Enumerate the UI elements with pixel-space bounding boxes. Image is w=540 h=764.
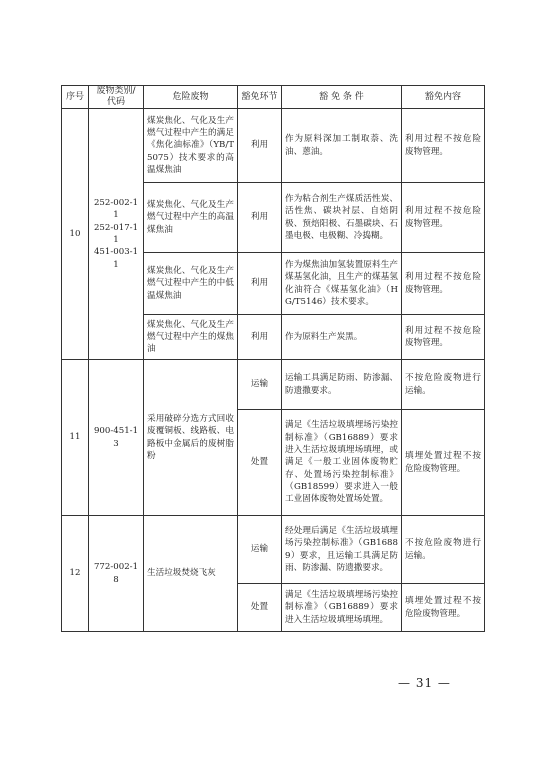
exemption-stage: 利用: [238, 183, 282, 253]
exemption-condition: 满足《生活垃圾填埋场污染控制标准》（GB16889）要求进入生活垃圾填埋场填埋。: [282, 584, 402, 632]
table-row: [62, 360, 485, 410]
exemption-stage: 利用: [238, 315, 282, 360]
exemption-content: 不按危险废物进行运输。: [402, 516, 485, 584]
exemption-content: 利用过程不按危险废物管理。: [402, 109, 485, 183]
exemption-condition: 作为原料生产炭黑。: [282, 315, 402, 360]
header-exemption-condition: 豁 免 条 件: [282, 86, 402, 109]
exemption-content: 利用过程不按危险废物管理。: [402, 183, 485, 253]
table-header-row: [62, 86, 485, 109]
exemption-condition: 作为原料深加工制取萘、洗油、蒽油。: [282, 109, 402, 183]
waste-code: 900-451-13: [89, 360, 144, 516]
waste-code: 772-002-18: [89, 516, 144, 632]
exemption-condition: 满足《生活垃圾填埋场污染控制标准》（GB16889）要求进入生活垃圾填埋场填埋，或满足《一般工业固体废物贮存、处置场污染控制标准》（GB18599）要求进入一般工业固体废物处置场处置。: [282, 410, 402, 516]
exemption-content: 利用过程不按危险废物管理。: [402, 253, 485, 315]
exemption-table: [61, 85, 485, 632]
waste-code: 451-003-11: [93, 247, 139, 270]
waste-description: 煤炭焦化、气化及生产燃气过程中产生的中低温煤焦油: [144, 253, 238, 315]
waste-code: 252-017-11: [93, 222, 139, 245]
exemption-condition: 运输工具满足防雨、防渗漏、防遗撒要求。: [282, 360, 402, 410]
exemption-stage: 处置: [238, 410, 282, 516]
exemption-condition: 经处理后满足《生活垃圾填埋场污染控制标准》（GB16889）要求，且运输工具满足防雨、防渗漏、防遗撒要求。: [282, 516, 402, 584]
waste-codes: [89, 109, 144, 360]
waste-description: 煤炭焦化、气化及生产燃气过程中产生的高温煤焦油: [144, 183, 238, 253]
exemption-stage: 运输: [238, 516, 282, 584]
header-waste-category-code: 废物类别/ 代码: [89, 86, 144, 109]
table-row: [62, 516, 485, 584]
waste-description: 采用破碎分选方式回收废覆铜板、线路板、电路板中金属后的废树脂粉: [144, 360, 238, 516]
exemption-content: 填埋处置过程不按危险废物管理。: [402, 584, 485, 632]
exemption-condition: 作为粘合剂生产煤质活性炭、活性焦、碳块衬层、自焙阴极、预焙阳极、石墨碳块、石墨电极、电极糊、冷捣糊。: [282, 183, 402, 253]
waste-description: 生活垃圾焚烧飞灰: [144, 516, 238, 632]
exemption-content: 利用过程不按危险废物管理。: [402, 315, 485, 360]
exemption-content: 不按危险废物进行运输。: [402, 360, 485, 410]
waste-description: 煤炭焦化、气化及生产燃气过程中产生的满足《焦化油标准》（YB/T5075）技术要求的高温煤焦油: [144, 109, 238, 183]
header-exemption-stage: 豁免环节: [238, 86, 282, 109]
exemption-stage: 利用: [238, 253, 282, 315]
row-number: 11: [62, 360, 89, 516]
exemption-stage: 处置: [238, 584, 282, 632]
exemption-stage: 利用: [238, 109, 282, 183]
page-number: — 31 —: [398, 676, 451, 690]
exemption-condition: 作为煤焦油加氢装置原料生产煤基氢化油，且生产的煤基氢化油符合《煤基氢化油》（HG/T5146）技术要求。: [282, 253, 402, 315]
exemption-stage: 运输: [238, 360, 282, 410]
header-serial-number: 序号: [62, 86, 89, 109]
exemption-content: 填埋处置过程不按危险废物管理。: [402, 410, 485, 516]
header-hazardous-waste: 危险废物: [144, 86, 238, 109]
waste-description: 煤炭焦化、气化及生产燃气过程中产生的煤焦油: [144, 315, 238, 360]
waste-code: 252-002-11: [93, 198, 139, 221]
row-number: 10: [62, 109, 89, 360]
row-number: 12: [62, 516, 89, 632]
table-row: [62, 109, 485, 183]
header-exemption-content: 豁免内容: [402, 86, 485, 109]
